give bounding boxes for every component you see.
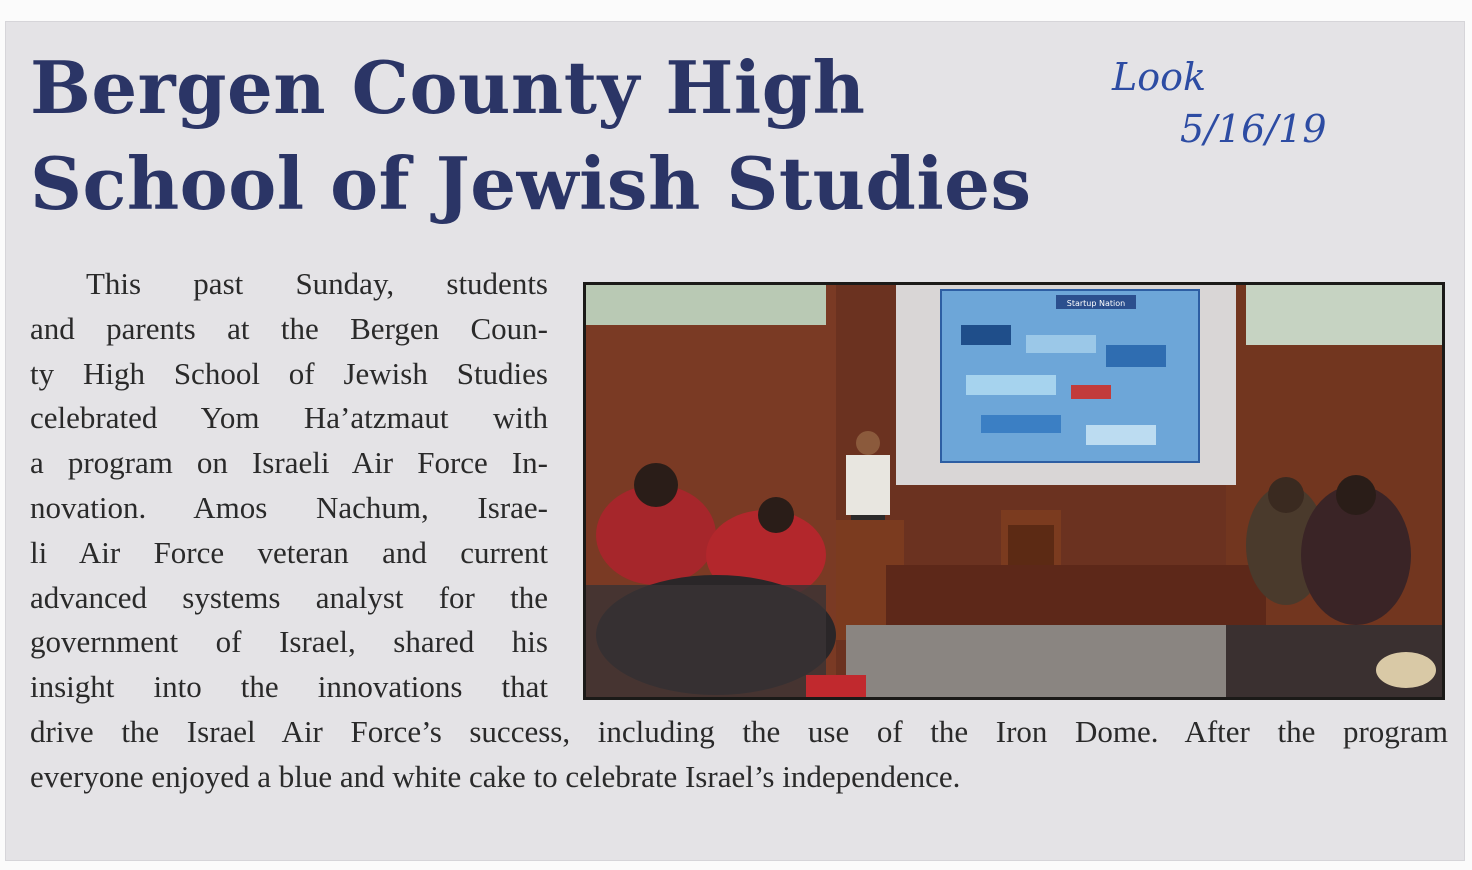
article-line: ty High School of Jewish Studies: [30, 355, 548, 391]
event-photo: [583, 282, 1445, 700]
article-line: li Air Force veteran and current: [30, 534, 548, 570]
article-line: advanced systems analyst for the: [30, 579, 548, 615]
article-line: novation. Amos Nachum, Israe-: [30, 489, 548, 525]
article-line: everyone enjoyed a blue and white cake to celebrate Israel’s independence.: [30, 758, 961, 794]
headline-line-1: Bergen County High: [30, 45, 866, 130]
article-line: drive the Israel Air Force’s success, including the use of the Iron Dome. After the program: [30, 714, 1448, 749]
headline: [30, 40, 1032, 232]
article-line: This past Sunday, students: [86, 266, 548, 301]
article-line: a program on Israeli Air Force In-: [30, 445, 548, 481]
handwritten-note: [1110, 50, 1340, 160]
article-line: celebrated Yom Ha’atzmaut with: [30, 400, 548, 436]
article-line: government of Israel, shared his: [30, 624, 548, 660]
handwritten-date: 5/16/19: [1180, 107, 1327, 151]
headline-line-2: School of Jewish Studies: [30, 141, 1032, 226]
event-photo-illustration: [586, 285, 1442, 697]
handwritten-word: Look: [1112, 55, 1207, 99]
handwritten-note-svg: [1110, 50, 1340, 160]
article-line: insight into the innovations that: [30, 669, 548, 705]
slide-title: Startup Nation: [1066, 299, 1126, 308]
article-column: [30, 262, 548, 710]
article-line: and parents at the Bergen Coun-: [30, 310, 548, 346]
article-continued: [30, 710, 1448, 800]
